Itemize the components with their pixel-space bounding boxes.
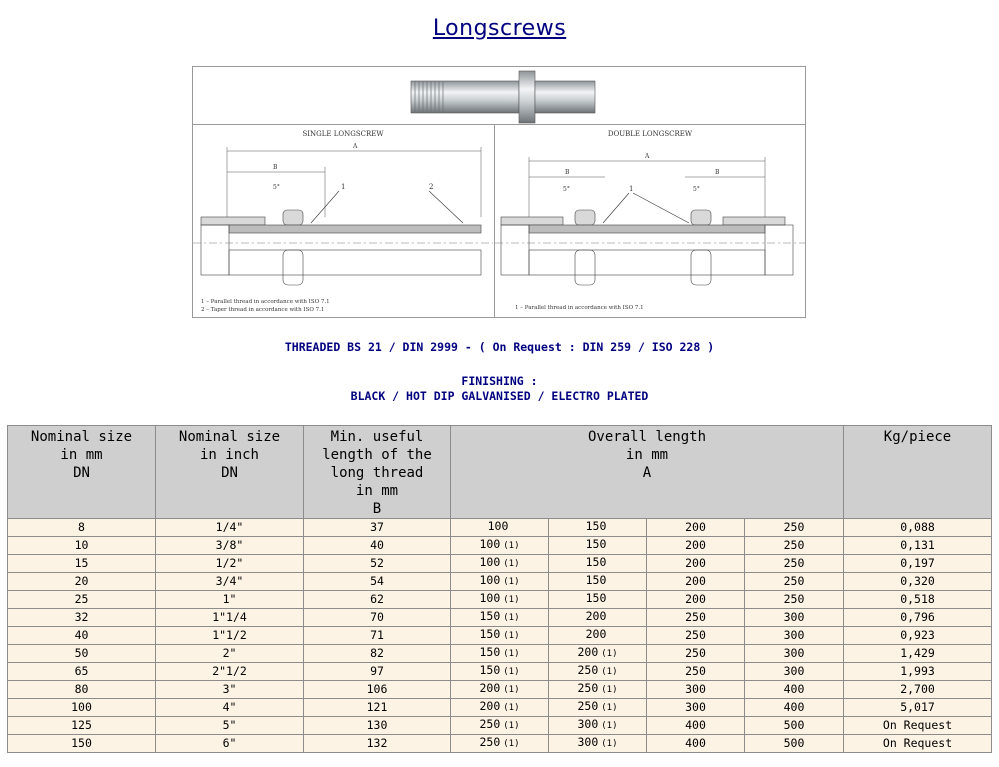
svg-text:B: B <box>273 164 278 171</box>
cell-kg-piece: 0,518 <box>844 591 992 609</box>
cell-dn-inch: 1/4" <box>156 519 304 537</box>
cell-kg-piece: 0,197 <box>844 555 992 573</box>
footnote-marker: (1) <box>503 613 520 623</box>
cell-dn-inch: 1" <box>156 591 304 609</box>
cell-dn-mm: 40 <box>8 627 156 645</box>
footnote-marker: (1) <box>503 541 520 551</box>
cell-overall-2: 150 <box>549 537 647 555</box>
cell-kg-piece: 0,796 <box>844 609 992 627</box>
footnote-marker: (1) <box>503 649 520 659</box>
cell-dn-inch: 3/4" <box>156 573 304 591</box>
svg-text:1: 1 <box>629 185 634 193</box>
cell-overall-2: 250 (1) <box>549 699 647 717</box>
cell-min-thread: 106 <box>304 681 451 699</box>
cell-dn-mm: 25 <box>8 591 156 609</box>
cell-overall-4: 250 <box>745 537 844 555</box>
cell-overall-2: 250 (1) <box>549 681 647 699</box>
longscrew-figure <box>192 66 806 318</box>
cell-overall-4: 250 <box>745 591 844 609</box>
single-note-1: 1 – Parallel thread in accordance with ISO 7.1 <box>201 299 330 305</box>
thread-spec: THREADED BS 21 / DIN 2999 - ( On Request : DIN 259 / ISO 228 ) <box>284 340 715 354</box>
table-row <box>8 699 992 717</box>
table-row <box>8 717 992 735</box>
cell-dn-inch: 5" <box>156 717 304 735</box>
cell-kg-piece: 1,993 <box>844 663 992 681</box>
cell-overall-4: 300 <box>745 609 844 627</box>
table-row <box>8 609 992 627</box>
cell-min-thread: 82 <box>304 645 451 663</box>
header-min-thread: Min. useful length of the long thread in mm B <box>304 426 451 519</box>
footnote-marker: (1) <box>503 721 520 731</box>
footnote-marker: (1) <box>503 685 520 695</box>
table-header-row <box>8 426 992 519</box>
cell-overall-1: 250 (1) <box>451 735 549 753</box>
cell-dn-mm: 100 <box>8 699 156 717</box>
svg-text:A: A <box>353 143 358 150</box>
cell-dn-mm: 8 <box>8 519 156 537</box>
cell-overall-2: 150 <box>549 519 647 537</box>
cell-dn-inch: 3/8" <box>156 537 304 555</box>
cell-overall-2: 200 <box>549 609 647 627</box>
cell-overall-1: 100 (1) <box>451 537 549 555</box>
cell-kg-piece: 0,088 <box>844 519 992 537</box>
page-title: Longscrews <box>432 16 567 41</box>
cell-overall-1: 150 (1) <box>451 663 549 681</box>
cell-overall-2: 200 <box>549 627 647 645</box>
header-overall-length: Overall length in mm A <box>451 426 844 519</box>
finishing-label: FINISHING : <box>461 374 538 388</box>
header-dn-inch: Nominal size in inch DN <box>156 426 304 519</box>
cell-dn-mm: 125 <box>8 717 156 735</box>
cell-overall-1: 150 (1) <box>451 627 549 645</box>
longscrew-table <box>7 425 992 753</box>
cell-overall-1: 100 (1) <box>451 573 549 591</box>
footnote-marker: (1) <box>503 739 520 749</box>
cell-kg-piece: 1,429 <box>844 645 992 663</box>
svg-text:B: B <box>565 169 570 176</box>
cell-overall-4: 250 <box>745 573 844 591</box>
cell-overall-3: 250 <box>647 663 745 681</box>
cell-overall-2: 250 (1) <box>549 663 647 681</box>
cell-overall-2: 300 (1) <box>549 735 647 753</box>
cell-dn-mm: 65 <box>8 663 156 681</box>
cell-dn-mm: 50 <box>8 645 156 663</box>
cell-kg-piece: 0,320 <box>844 573 992 591</box>
cell-min-thread: 54 <box>304 573 451 591</box>
single-longscrew-drawing <box>193 125 495 317</box>
cell-overall-3: 300 <box>647 681 745 699</box>
cell-kg-piece: 0,923 <box>844 627 992 645</box>
svg-text:5°: 5° <box>273 184 280 191</box>
footnote-marker: (1) <box>601 739 618 749</box>
cell-dn-inch: 4" <box>156 699 304 717</box>
footnote-marker: (1) <box>601 685 618 695</box>
cell-overall-3: 300 <box>647 699 745 717</box>
cell-overall-2: 200 (1) <box>549 645 647 663</box>
cell-min-thread: 37 <box>304 519 451 537</box>
cell-overall-2: 300 (1) <box>549 717 647 735</box>
footnote-marker: (1) <box>503 577 520 587</box>
cell-min-thread: 97 <box>304 663 451 681</box>
cell-overall-1: 100 (1) <box>451 591 549 609</box>
header-dn-mm: Nominal size in mm DN <box>8 426 156 519</box>
cell-overall-2: 150 <box>549 591 647 609</box>
cell-dn-inch: 6" <box>156 735 304 753</box>
table-body <box>8 519 992 753</box>
cell-overall-4: 250 <box>745 555 844 573</box>
svg-text:2: 2 <box>429 183 434 191</box>
table-row <box>8 555 992 573</box>
cell-min-thread: 52 <box>304 555 451 573</box>
cell-dn-inch: 3" <box>156 681 304 699</box>
table-row <box>8 519 992 537</box>
footnote-marker: (1) <box>503 667 520 677</box>
longscrew-photo <box>193 67 805 125</box>
cell-overall-1: 200 (1) <box>451 699 549 717</box>
double-note-1: 1 – Parallel thread in accordance with ISO 7.1 <box>515 305 644 311</box>
cell-min-thread: 130 <box>304 717 451 735</box>
footnote-marker: (1) <box>601 721 618 731</box>
cell-dn-inch: 1/2" <box>156 555 304 573</box>
footnote-marker: (1) <box>601 649 618 659</box>
cell-min-thread: 121 <box>304 699 451 717</box>
footnote-marker: (1) <box>601 667 618 677</box>
cell-overall-1: 150 (1) <box>451 645 549 663</box>
cell-kg-piece: 5,017 <box>844 699 992 717</box>
cell-overall-3: 250 <box>647 645 745 663</box>
single-longscrew-title: SINGLE LONGSCREW <box>302 130 384 138</box>
footnote-marker: (1) <box>503 595 520 605</box>
table-row <box>8 537 992 555</box>
svg-text:B: B <box>715 169 720 176</box>
cell-overall-1: 100 (1) <box>451 555 549 573</box>
cell-overall-2: 150 <box>549 573 647 591</box>
finishing-values: BLACK / HOT DIP GALVANISED / ELECTRO PLATED <box>350 389 649 403</box>
cell-dn-inch: 2" <box>156 645 304 663</box>
cell-overall-2: 150 <box>549 555 647 573</box>
table-row <box>8 591 992 609</box>
cell-overall-1: 100 <box>451 519 549 537</box>
header-kg-piece: Kg/piece <box>844 426 992 519</box>
cell-min-thread: 132 <box>304 735 451 753</box>
footnote-marker: (1) <box>601 703 618 713</box>
cell-min-thread: 40 <box>304 537 451 555</box>
cell-kg-piece: 0,131 <box>844 537 992 555</box>
cell-overall-1: 150 (1) <box>451 609 549 627</box>
cell-overall-4: 500 <box>745 735 844 753</box>
cell-kg-piece: 2,700 <box>844 681 992 699</box>
double-longscrew-title: DOUBLE LONGSCREW <box>607 130 693 138</box>
cell-overall-3: 200 <box>647 591 745 609</box>
cell-dn-mm: 150 <box>8 735 156 753</box>
cell-overall-1: 200 (1) <box>451 681 549 699</box>
cell-overall-4: 500 <box>745 717 844 735</box>
cell-kg-piece: On Request <box>844 735 992 753</box>
svg-text:5°: 5° <box>563 186 570 193</box>
cell-min-thread: 70 <box>304 609 451 627</box>
cell-dn-inch: 1"1/4 <box>156 609 304 627</box>
cell-overall-3: 250 <box>647 627 745 645</box>
cell-overall-1: 250 (1) <box>451 717 549 735</box>
cell-overall-4: 300 <box>745 645 844 663</box>
cell-dn-mm: 32 <box>8 609 156 627</box>
cell-dn-mm: 15 <box>8 555 156 573</box>
cell-min-thread: 71 <box>304 627 451 645</box>
cell-overall-3: 200 <box>647 537 745 555</box>
cell-overall-3: 200 <box>647 573 745 591</box>
svg-text:A: A <box>645 153 650 160</box>
cell-dn-inch: 2"1/2 <box>156 663 304 681</box>
cell-overall-4: 250 <box>745 519 844 537</box>
cell-overall-4: 400 <box>745 699 844 717</box>
table-row <box>8 663 992 681</box>
cell-overall-4: 300 <box>745 627 844 645</box>
cell-overall-3: 200 <box>647 555 745 573</box>
svg-text:5°: 5° <box>693 186 700 193</box>
table-row <box>8 573 992 591</box>
cell-min-thread: 62 <box>304 591 451 609</box>
cell-overall-4: 400 <box>745 681 844 699</box>
table-row <box>8 681 992 699</box>
cell-kg-piece: On Request <box>844 717 992 735</box>
footnote-marker: (1) <box>503 703 520 713</box>
cell-overall-3: 400 <box>647 735 745 753</box>
table-row <box>8 627 992 645</box>
table-row <box>8 645 992 663</box>
double-longscrew-drawing <box>495 125 805 317</box>
single-note-2: 2 – Taper thread in accordance with ISO 7.1 <box>201 307 325 313</box>
cell-dn-inch: 1"1/2 <box>156 627 304 645</box>
cell-dn-mm: 20 <box>8 573 156 591</box>
footnote-marker: (1) <box>503 559 520 569</box>
table-row <box>8 735 992 753</box>
cell-dn-mm: 80 <box>8 681 156 699</box>
footnote-marker: (1) <box>503 631 520 641</box>
cell-overall-3: 250 <box>647 609 745 627</box>
cell-overall-3: 200 <box>647 519 745 537</box>
cell-overall-4: 300 <box>745 663 844 681</box>
cell-overall-3: 400 <box>647 717 745 735</box>
cell-dn-mm: 10 <box>8 537 156 555</box>
svg-text:1: 1 <box>341 183 346 191</box>
